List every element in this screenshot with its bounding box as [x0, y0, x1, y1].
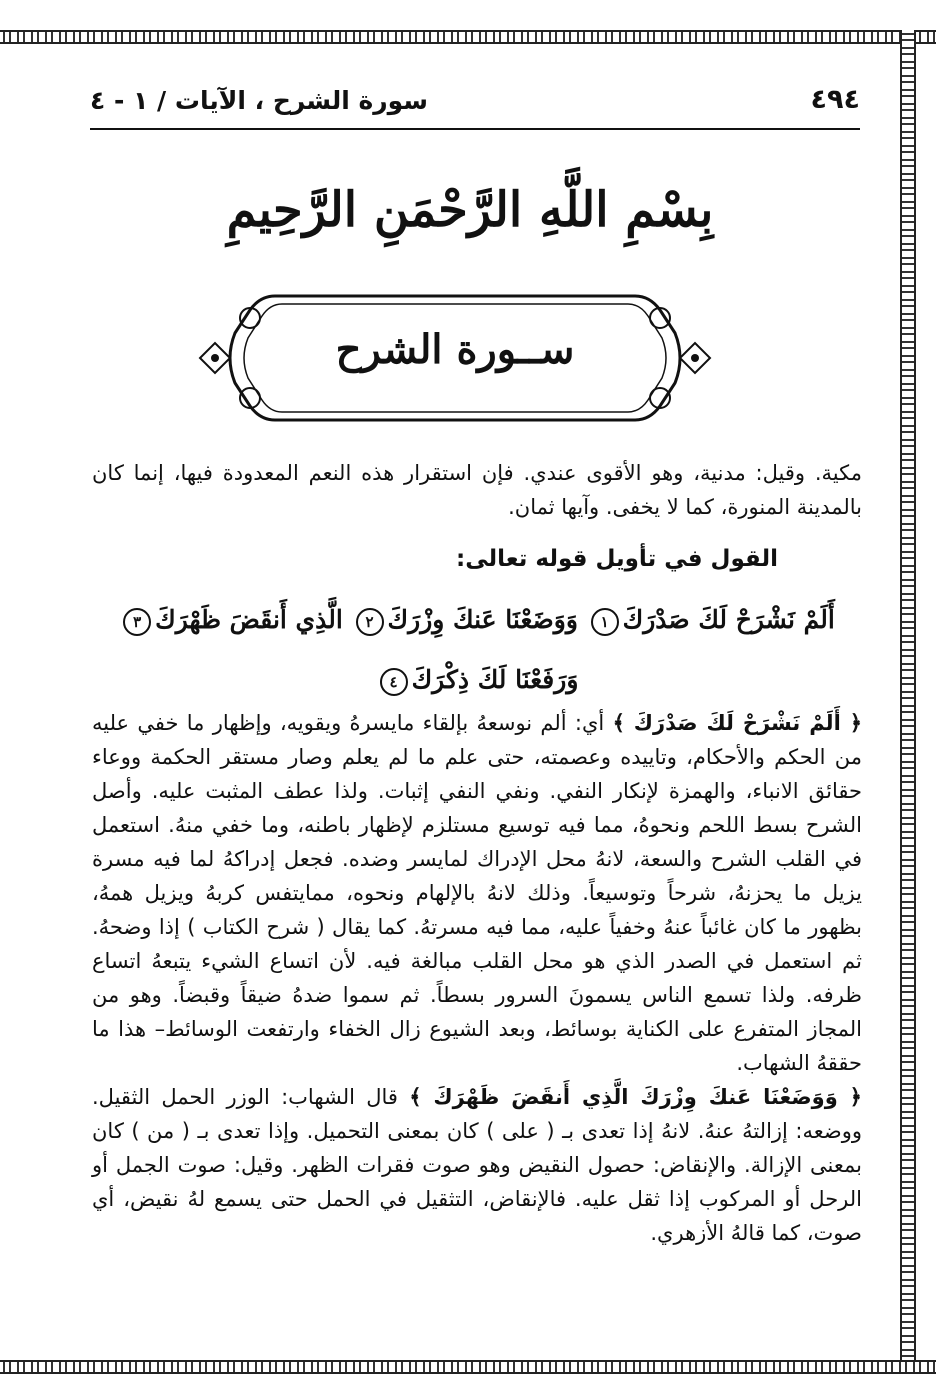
verse-text: وَرَفَعْنَا لَكَ ذِكْرَكَ — [411, 665, 579, 694]
verse-number-icon: ٣ — [123, 608, 151, 636]
section-heading: القول في تأويل قوله تعالى: — [456, 546, 778, 572]
basmala: بِسْمِ اللَّهِ الرَّحْمَنِ الرَّحِيمِ — [226, 182, 714, 238]
verse-number-icon: ١ — [591, 608, 619, 636]
running-title: سورة الشرح ، الآيات / ١ - ٤ — [90, 86, 428, 115]
verse-number-icon: ٢ — [356, 608, 384, 636]
surah-title: ســورة الشرح — [335, 326, 575, 373]
verse-text: أَلَمْ نَشْرَحْ لَكَ صَدْرَكَ — [622, 605, 835, 634]
page-border-top — [0, 30, 936, 44]
commentary — [92, 706, 862, 1250]
quran-verses — [92, 590, 862, 710]
verse-quote: ﴿ أَلَمْ نَشْرَحْ لَكَ صَدْرَكَ ﴾ — [612, 711, 862, 735]
verse-text: وَوَضَعْنَا عَنكَ وِزْرَكَ — [387, 605, 578, 634]
surah-title-frame — [190, 288, 720, 428]
verse-number-icon: ٤ — [380, 668, 408, 696]
page-header — [90, 78, 860, 130]
page-border-bottom — [0, 1360, 936, 1374]
commentary-paragraph: قال الشهاب: الوزر الحمل الثقيل. ووضعه: إزالتهُ عنهُ. لانهُ إذا تعدى بـ ( على ) كان بمعنى التحميل. وإذا تعدى بـ ( من ) كان بمعنى الإزالة. والإنقاض: حصول النقيض وهو صوت فقرات الظهر. وقيل: صوت الجمل أو الرحل أو المركوب إذا ثقل عليه. فالإنقاض، التثقيل في الحمل حتى يسمع لهُ نقيض، أي صوت، كما قالهُ الأزهري. — [92, 1085, 862, 1245]
surah-introduction: مكية. وقيل: مدنية، وهو الأقوى عندي. فإن استقرار هذه النعم المعدودة فيها، إنما كان بالمدينة المنورة، كما لا يخفى. وآيها ثمان. — [92, 461, 862, 519]
commentary-paragraph: أي: ألم نوسعهُ بإلقاء مايسرهُ ويقويه، وإظهار ما خفي عليه من الحكم والأحكام، وتاييده وعصمته، حتى علم ما لم يعلم وصار مستقر الحكمة ووعاء حقائق الانباء، والهمزة لإنكار النفي. ونفي النفي إثبات. ولذا عطف المثبت عليه. وأصل الشرح بسط اللحم ونحوهُ، مما فيه توسيع مستلزم لإظهار باطنه، وما خفي منهُ. استعمل في القلب الشرح والسعة، لانهُ محل الإدراك لمايسر وضده. فجعل إدراكهُ لما فيه مسرة يزيل ما يحزنهُ، شرحاً وتوسيعاً. وذلك لانهُ بالإلهام ونحوه، ممايتفس كربهُ ويزيل همهُ، بظهور ما كان غائباً عنهُ وخفياً عليه، مما فيه مسرتهُ. كما يقال ( شرح الكتاب ) إذا وضحهُ. ثم استعمل في الصدر الذي هو محل القلب مبالغة فيه. لأن اتساع الشيء يتبعهُ اتساع ظرفه. ولذا تسمع الناس يسمونَ السرور بسطاً. ثم سموا ضدهُ ضيقاً وقبضاً. وهو من المجاز المتفرع على الكناية بوسائط، وبعد الشيوع زال الخفاء وارتفعت الوسائط– هذا ما حققهُ الشهاب. — [92, 711, 862, 1075]
verse-quote: ﴿ وَوَضَعْنَا عَنكَ وِزْرَكَ الَّذِي أَنقَضَ ظَهْرَكَ ﴾ — [409, 1085, 862, 1109]
page-number: ٤٩٤ — [810, 84, 860, 115]
verse-text: الَّذِي أَنقَضَ ظَهْرَكَ — [155, 605, 343, 634]
page-border-right — [900, 30, 916, 1374]
